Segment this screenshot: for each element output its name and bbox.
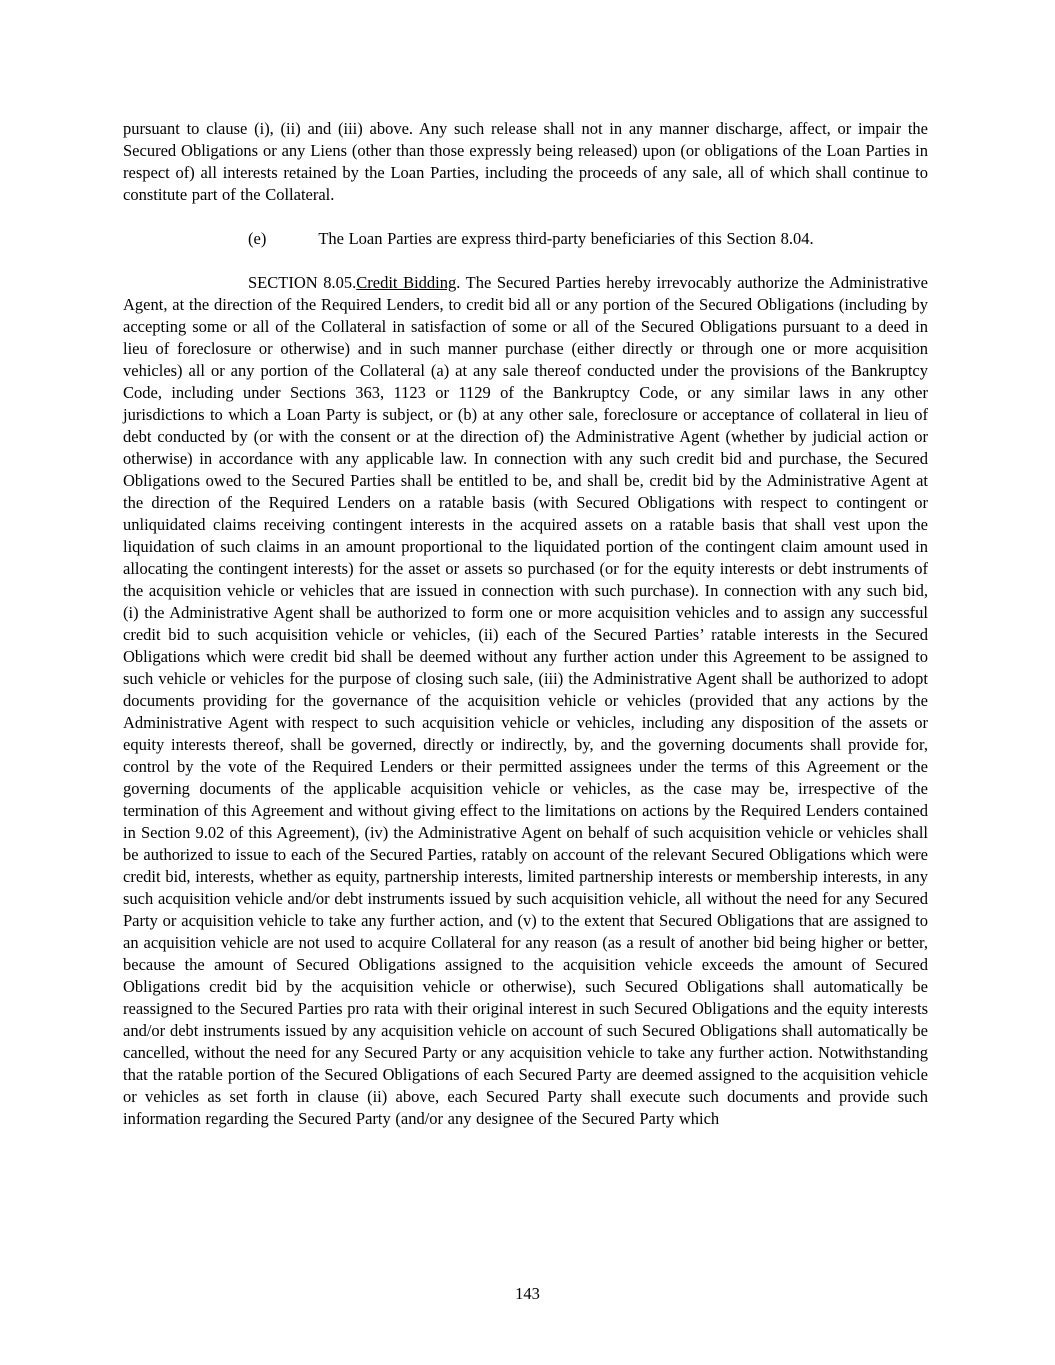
clause-e-marker: (e) bbox=[248, 229, 267, 248]
continuation-paragraph: pursuant to clause (i), (ii) and (iii) above. Any such release shall not in any manner discharge, affect, or impair the Secured Obligations or any Liens (other than those expressly being released) upon (or obligations of the Loan Parties in respect of) all interests retained by the Loan Parties, including the proceeds of any sale, all of which shall continue to constitute part of the Collateral. bbox=[123, 119, 928, 204]
section-805-label: SECTION 8.05. bbox=[248, 273, 357, 292]
section-805-title: Credit Bidding bbox=[356, 273, 457, 292]
section-805-paragraph bbox=[123, 272, 928, 1130]
section-805-body: . The Secured Parties hereby irrevocably authorize the Administrative Agent, at the direction of the Required Lenders, to credit bid all or any portion of the Secured Obligations (including by accepting some or all of the Collateral in satisfaction of some or all of the Secured Obligations pursuant to a deed in lieu of foreclosure or otherwise) and in such manner purchase (either directly or through one or more acquisition vehicles) all or any portion of the Collateral (a) at any sale thereof conducted under the provisions of the Bankruptcy Code, including under Sections 363, 1123 or 1129 of the Bankruptcy Code, or any similar laws in any other jurisdictions to which a Loan Party is subject, or (b) at any other sale, foreclosure or acceptance of collateral in lieu of debt conducted by (or with the consent or at the direction of) the Administrative Agent (whether by judicial action or otherwise) in accordance with any applicable law. In connection with any such credit bid and purchase, the Secured Obligations owed to the Secured Parties shall be entitled to be, and shall be, credit bid by the Administrative Agent at the direction of the Required Lenders on a ratable basis (with Secured Obligations with respect to contingent or unliquidated claims receiving contingent interests in the acquired assets on a ratable basis that shall vest upon the liquidation of such claims in an amount proportional to the liquidated portion of the contingent claim amount used in allocating the contingent interests) for the asset or assets so purchased (or for the equity interests or debt instruments of the acquisition vehicle or vehicles that are issued in connection with such purchase). In connection with any such bid, (i) the Administrative Agent shall be authorized to form one or more acquisition vehicles and to assign any successful credit bid to such acquisition vehicle or vehicles, (ii) each of the Secured Parties’ ratable interests in the Secured Obligations which were credit bid shall be deemed without any further action under this Agreement to be assigned to such vehicle or vehicles for the purpose of closing such sale, (iii) the Administrative Agent shall be authorized to adopt documents providing for the governance of the acquisition vehicle or vehicles (provided that any actions by the Administrative Agent with respect to such acquisition vehicle or vehicles, including any disposition of the assets or equity interests thereof, shall be governed, directly or indirectly, by, and the governing documents shall provide for, control by the vote of the Required Lenders or their permitted assignees under the terms of this Agreement or the governing documents of the applicable acquisition vehicle or vehicles, as the case may be, irrespective of the termination of this Agreement and without giving effect to the limitations on actions by the Required Lenders contained in Section 9.02 of this Agreement), (iv) the Administrative Agent on behalf of such acquisition vehicle or vehicles shall be authorized to issue to each of the Secured Parties, ratably on account of the relevant Secured Obligations which were credit bid, interests, whether as equity, partnership interests, limited partnership interests or membership interests, in any such acquisition vehicle and/or debt instruments issued by such acquisition vehicle, all without the need for any Secured Party or acquisition vehicle to take any further action, and (v) to the extent that Secured Obligations that are assigned to an acquisition vehicle are not used to acquire Collateral for any reason (as a result of another bid being higher or better, because the amount of Secured Obligations assigned to the acquisition vehicle exceeds the amount of Secured Obligations credit bid by the acquisition vehicle or otherwise), such Secured Obligations shall automatically be reassigned to the Secured Parties pro rata with their original interest in such Secured Obligations and the equity interests and/or debt instruments issued by any acquisition vehicle on account of such Secured Obligations shall automatically be cancelled, without the need for any Secured Party or any acquisition vehicle to take any further action. Notwithstanding that the ratable portion of the Secured Obligations of each Secured Party are deemed assigned to the acquisition vehicle or vehicles as set forth in clause (ii) above, each Secured Party shall execute such documents and provide such information regarding the Secured Party (and/or any designee of the Secured Party which bbox=[123, 273, 929, 1128]
clause-e-paragraph bbox=[123, 228, 928, 250]
page-number: 143 bbox=[515, 1284, 540, 1303]
clause-e-text: The Loan Parties are express third-party beneficiaries of this Section 8.04. bbox=[318, 229, 814, 248]
